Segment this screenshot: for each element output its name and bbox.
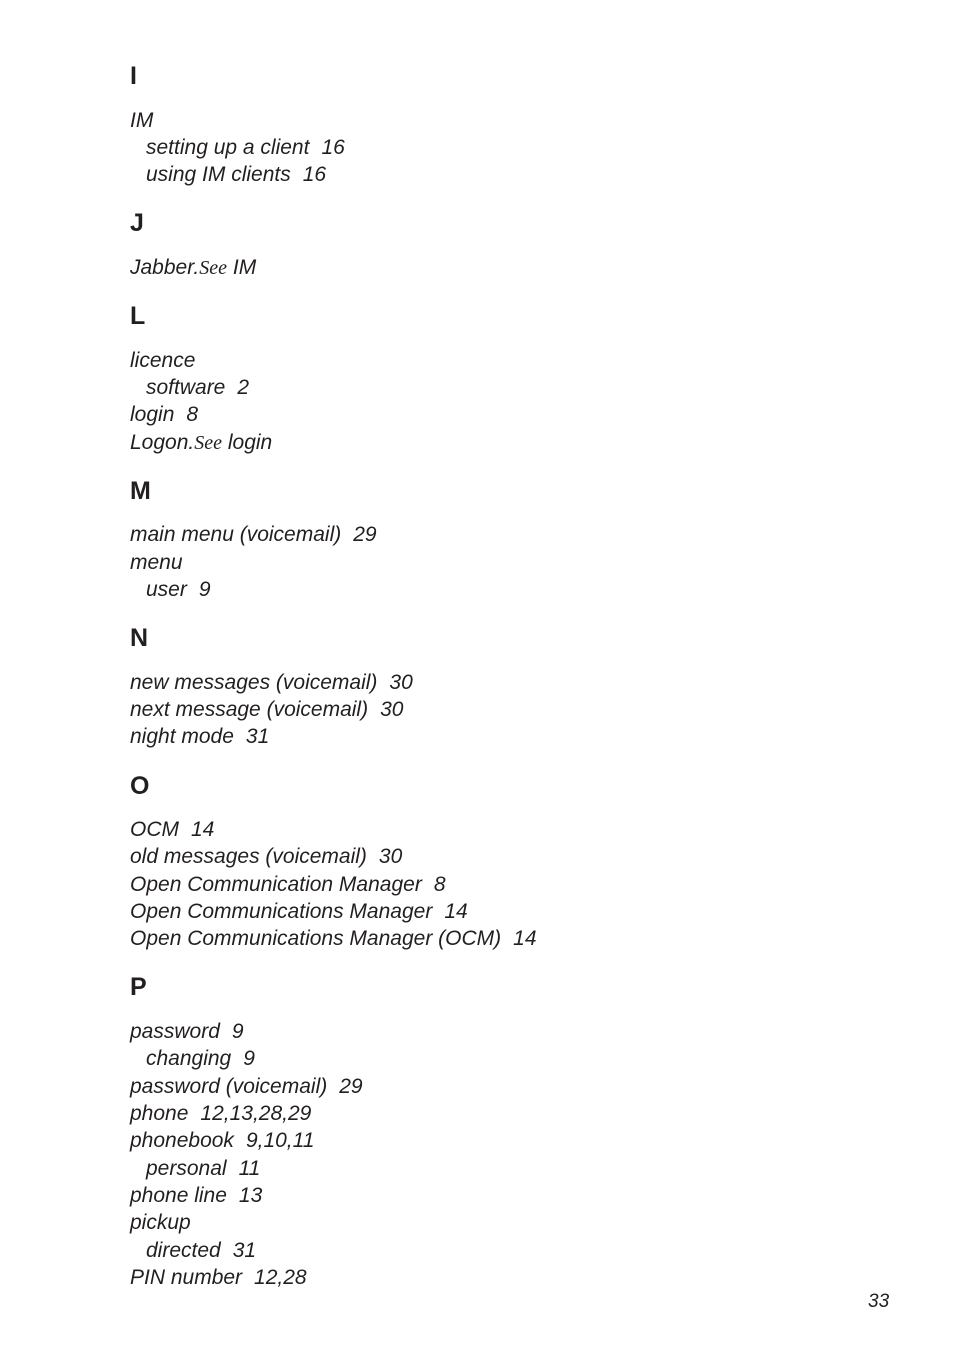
see-reference-target: IM: [232, 256, 257, 279]
page-reference: 14: [444, 900, 468, 923]
index-entry-new-messages-voicemail: new messages (voicemail) 30: [130, 671, 413, 694]
index-entry-ocm: OCM 14: [130, 818, 215, 841]
page-reference: 8: [433, 873, 446, 896]
page-number: 33: [868, 1291, 890, 1312]
see-reference-label: See: [194, 432, 222, 454]
page-reference: 30: [389, 671, 413, 694]
section-letter-j: J: [130, 209, 144, 237]
index-entry-old-messages-voicemail: old messages (voicemail) 30: [130, 845, 403, 868]
section-letter-n: N: [130, 624, 149, 652]
index-entry-pickup: pickup: [130, 1211, 191, 1234]
page-reference: 13: [238, 1184, 263, 1207]
index-subentry-directed: directed 31: [146, 1239, 257, 1262]
page-reference: 2: [237, 376, 250, 399]
page-reference: 30: [380, 698, 404, 721]
page-reference: 9: [243, 1047, 255, 1070]
index-entry-phonebook: phonebook 9,10,11: [130, 1129, 315, 1152]
index-subentry-user: user 9: [146, 578, 211, 601]
index-entry-licence: licence: [130, 349, 196, 372]
index-subentry-changing: changing 9: [146, 1047, 255, 1070]
section-letter-l: L: [130, 302, 146, 330]
see-reference-label: See: [199, 257, 228, 279]
index-entry-menu: menu: [130, 551, 183, 574]
index-entry-login: login 8: [130, 403, 199, 426]
section-letter-o: O: [130, 772, 150, 800]
section-letter-m: M: [130, 477, 151, 505]
page-reference: 31: [245, 725, 270, 748]
index-entry-pin-number: PIN number 12,28: [130, 1266, 307, 1289]
index-entry-open-communications-manager: Open Communications Manager 14: [130, 900, 468, 923]
page-reference: 30: [378, 845, 403, 868]
index-entry-night-mode: night mode 31: [130, 725, 270, 748]
index-entry-next-message-voicemail: next message (voicemail) 30: [130, 698, 404, 721]
section-letter-i: I: [130, 62, 137, 90]
index-entry-jabber: Jabber.See IM: [130, 256, 257, 279]
index-entry-open-communications-manager-ocm: Open Communications Manager (OCM) 14: [130, 927, 537, 950]
page-reference: 11: [238, 1157, 261, 1180]
index-entry-password-voicemail: password (voicemail) 29: [130, 1075, 363, 1098]
index-entry-logon: Logon.See login: [130, 431, 273, 454]
page-reference: 14: [191, 818, 215, 841]
index-subentry-software: software 2: [146, 376, 250, 399]
index-entry-phone: phone 12,13,28,29: [130, 1102, 312, 1125]
page-reference: 16: [302, 163, 327, 186]
page-reference: 29: [353, 523, 377, 546]
page-reference: 12,28: [254, 1266, 307, 1289]
page-reference: 16: [321, 136, 345, 159]
index-entry-main-menu-voicemail: main menu (voicemail) 29: [130, 523, 377, 546]
page-reference: 9: [198, 578, 211, 601]
index-entry-open-communication-manager: Open Communication Manager 8: [130, 873, 446, 896]
index-entry-phone-line: phone line 13: [130, 1184, 263, 1207]
page-reference: 8: [186, 403, 199, 426]
section-letter-p: P: [130, 973, 147, 1001]
index-subentry-personal: personal 11: [146, 1157, 261, 1180]
page-reference: 12,13,28,29: [200, 1102, 312, 1125]
index-subentry-using-im-clients: using IM clients 16: [146, 163, 327, 186]
page-reference: 31: [232, 1239, 257, 1262]
page-reference: 9: [231, 1020, 244, 1043]
index-entry-password: password 9: [130, 1020, 244, 1043]
page-reference: 29: [339, 1075, 363, 1098]
page-reference: 14: [513, 927, 537, 950]
index-subentry-setting-up-a-client: setting up a client 16: [146, 136, 345, 159]
index-entry-im: IM: [130, 109, 154, 132]
page-reference: 9,10,11: [245, 1129, 315, 1152]
see-reference-target: login: [227, 431, 273, 454]
